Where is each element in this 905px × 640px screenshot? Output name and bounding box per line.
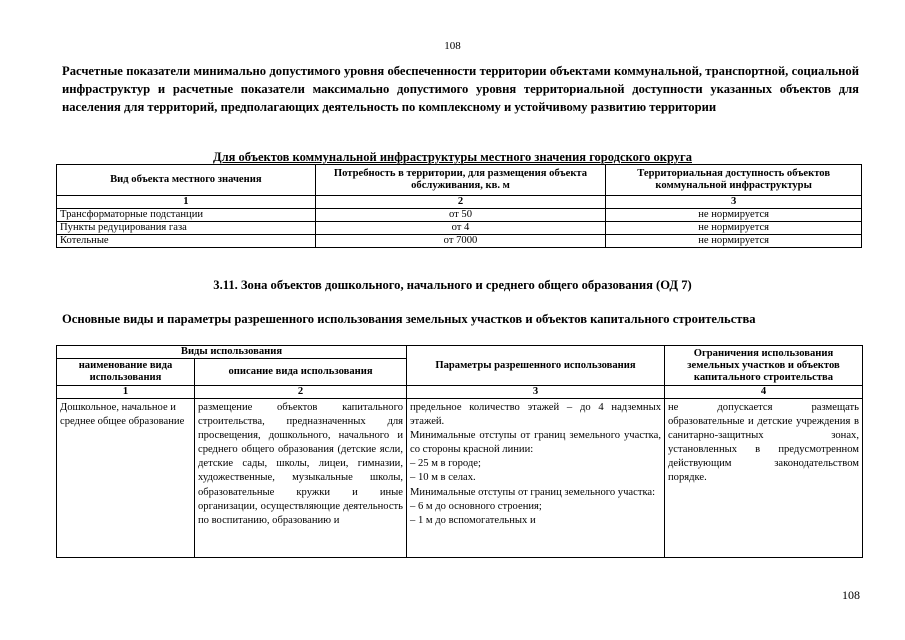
table-row [57, 399, 863, 558]
table1-cell: не нормируется [606, 209, 862, 222]
table1-colnum-3: 3 [606, 196, 862, 209]
table1-cell: Котельные [57, 235, 316, 248]
use-name-cell: Дошкольное, начальное и среднее общее образование [57, 399, 195, 558]
table1-caption [0, 150, 905, 165]
table1-header-2: Потребность в территории, для размещения объекта обслуживания, кв. м [315, 165, 606, 196]
subheading: Основные виды и параметры разрешенного использования земельных участков и объектов капитального строительства [62, 312, 756, 326]
table1-cell: Пункты редуцирования газа [57, 222, 316, 235]
table1-number-row [57, 196, 862, 209]
table1-caption-text: Для объектов коммунальной инфраструктуры местного значения городского округа [213, 150, 692, 164]
table1-colnum-1: 1 [57, 196, 316, 209]
param-line: – 25 м в городе; [410, 458, 481, 470]
table1-cell: от 7000 [315, 235, 606, 248]
table2-header-row-1 [57, 346, 863, 359]
use-description-cell: размещение объектов капитального строительства, предназначенных для просвещения, дошкольного, начального и среднего общего образования (детские ясли, детские сады, школы, лицеи, гимназии, художественные, музыкальные школы, образовательные кружки и иные организации, осуществляющие деятельность по воспитанию, образованию и [195, 399, 407, 558]
table1-cell: не нормируется [606, 222, 862, 235]
table2-colnum-4: 4 [665, 386, 863, 399]
table1-cell: от 4 [315, 222, 606, 235]
param-line: – 1 м до вспомогательных и [410, 514, 536, 526]
table2-colnum-2: 2 [195, 386, 407, 399]
table1-header-row [57, 165, 862, 196]
table1-header-3: Территориальная доступность объектов коммунальной инфраструктуры [606, 165, 862, 196]
section-title: 3.11. Зона объектов дошкольного, начального и среднего общего образования (ОД 7) [213, 278, 692, 292]
table1-cell: от 50 [315, 209, 606, 222]
table-row [57, 235, 862, 248]
table2-header-3: Параметры разрешенного использования [407, 346, 665, 386]
table1-cell: не нормируется [606, 235, 862, 248]
table2-group-header: Виды использования [57, 346, 407, 359]
page-number-top: 108 [444, 40, 461, 52]
page-number-bottom: 108 [842, 588, 860, 602]
param-line: Минимальные отступы от границ земельного участка: [410, 486, 656, 498]
param-line: – 10 м в селах. [410, 472, 476, 484]
param-line: Минимальные отступы от границ земельного участка, со стороны красной линии: [410, 430, 661, 456]
table2-header-1: наименование вида использования [57, 359, 195, 386]
utility-infrastructure-table [56, 164, 862, 248]
table1-cell: Трансформаторные подстанции [57, 209, 316, 222]
table2-number-row [57, 386, 863, 399]
table2-colnum-3: 3 [407, 386, 665, 399]
table2-header-4: Ограничения использования земельных участков и объектов капитального строительства [665, 346, 863, 386]
use-params-cell [407, 399, 665, 558]
param-line: – 6 м до основного строения; [410, 500, 542, 512]
table-row [57, 209, 862, 222]
param-line: предельное количество этажей – до 4 надземных этажей. [410, 402, 661, 428]
table1-header-1: Вид объекта местного значения [57, 165, 316, 196]
table-row [57, 222, 862, 235]
use-restrictions-cell: не допускается размещать образовательные и детские учреждения в санитарно-защитных зонах, установленных в предусмотренном действующим законодательством порядке. [665, 399, 863, 558]
document-heading: Расчетные показатели минимально допустимого уровня обеспеченности территории объектами коммунальной, транспортной, социальной инфраструктур и расчетные показатели максимально допустимого уровня территориальной доступности указанных объектов для населения для территорий, предполагающих деятельность по комплексному и устойчивому развитию территории [62, 64, 859, 114]
table2-colnum-1: 1 [57, 386, 195, 399]
table1-colnum-2: 2 [315, 196, 606, 209]
table2-header-2: описание вида использования [195, 359, 407, 386]
land-use-table [56, 345, 863, 558]
